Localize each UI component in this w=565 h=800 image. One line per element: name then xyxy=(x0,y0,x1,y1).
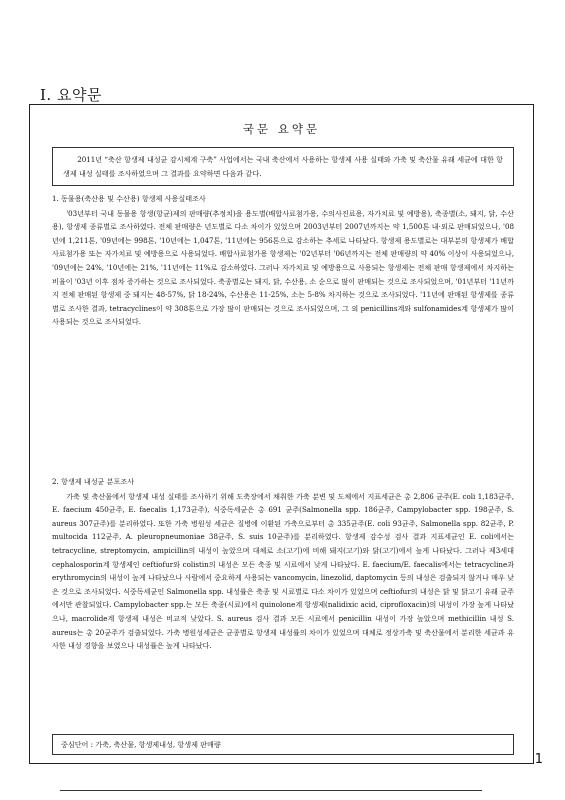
section-paragraph: '03년부터 국내 동물용 항생(항균)제의 판매량(추정치)을 용도별(배합사료첨가용, 수의사진료용, 자가치료 및 예방용), 축종별(소, 돼지, 닭, 수산용), 항생제 종류별로 조사하였다. 전체 판매량은 년도별로 다소 차이가 있었으며 2003년부터 2007년까지는 약 1,500톤 내·외로 판매되었으나, '08년에 1,211톤, '09년에는 998톤, '10년에는 1,047톤, '11년에는 956톤으로 감소하는 추세로 나타났다. 항생제 용도별로는 대부분의 항생제가 배합사료첨가용 또는 자가치료 및 예방용으로 사용되었다. 배합사료첨가용 항생제는 '02년부터 '06년까지는 전체 판매량의 약 40% 이상이 사용되었으나, '09년에는 24%, '10년에는 21%, '11년에는 11%로 감소하였다. 그러나 자가치료 및 예방용으로 사용되는 항생제는 전체 판매 항생제에서 차지하는 비율이 '03년 이후 점차 증가하는 것으로 조사되었다. 축종별로는 돼지, 닭, 수산용, 소 순으로 많이 판매되는 것으로 조사되었으며, '01년부터 '11년까지 전체 판매된 항생제 중 돼지는 48-57%, 닭 18-24%, 수산용은 11-25%, 소는 5-8% 차지하는 것으로 조사되었다. '11년에 판매된 항생제를 종류별로 조사한 결과, tetracyclines이 약 308톤으로 가장 많이 판매되는 것으로 조사되었으며, 그 외 penicillins계와 sulfonamides계 항생제가 많이 사용되는 것으로 조사되었다. xyxy=(52,208,514,327)
section-heading: 2. 항생제 내성균 분포조사 xyxy=(52,477,135,486)
footer-divider xyxy=(60,790,482,791)
section-sales-survey xyxy=(52,192,514,329)
keywords-box: 중심단어 : 가축, 축산물, 항생제내성, 항생제 판매량 xyxy=(52,734,514,755)
intro-paragraph xyxy=(52,147,514,186)
section-paragraph: 가축 및 축산물에서 항생제 내성 실태를 조사하기 위해 도축장에서 채취한 가축 분변 및 도체에서 지표세균은 총 2,806 균주(E. coli 1,183균주, E. faecium 450균주, E. faecalis 1,173균주), 식중독세균은 총 691 균주(Salmonella spp. 186균주, Campylobacter spp. 198균주, S. aureus 307균주)를 분리하였다. 또한 가축 병원성 세균은 질병에 이환된 가축으로부터 총 335균주(E. coli 93균주, Salmonella spp. 82균주, P. multocida 112균주, A. pleuropneumoniae 38균주, S. suis 10균주)를 분리하였다. 항생제 감수성 검사 결과 지표세균인 E. coli에서는 tetracycline, streptomycin, ampicillin의 내성이 높았으며 대체로 소(고기)에 비해 돼지(고기)와 닭(고기)에서 높게 나타났다. 그러나 제3세대 cephalosporin계 항생제인 ceftiofur와 colistin의 내성은 모든 축종 및 시료에서 낮게 나타났다. E. faecium/E. faecalis에서는 tetracycline과 erythromycin의 내성이 높게 나타났으나 사람에서 중요하게 사용되는 vancomycin, linezolid, daptomycin 등의 내성은 검출되지 않거나 매우 낮은 것으로 조사되었다. 식중독세균인 Salmonella spp. 내성률은 축종 및 시료별로 다소 차이가 있었으며 ceftiofur의 내성은 닭 및 닭고기 유래 균주에서만 관찰되었다. Campylobacter spp.는 모든 축종(시료)에서 quinolone계 항생제(nalidixic acid, ciprofloxacin)의 내성이 가장 높게 나타났으나, macrolide계 항생제 내성은 비교적 낮았다. S. aureus 검사 결과 모든 시료에서 penicillin 내성이 가장 높았으며 methicillin 내성 S. aureus는 총 20균주가 검출되었다. 가축 병원성세균은 균종별로 항생제 내성률의 차이가 있었으며 대체로 정상가축 및 축산물에서 분리한 세균과 유사한 내성 경향을 보였으나 내성률은 높게 나타났다. xyxy=(52,491,514,651)
summary-title: 국문 요약문 xyxy=(242,122,321,136)
intro-text: 2011년 “축산 항생제 내성균 감시체계 구축” 사업에서는 국내 축산에서 사용하는 항생제 사용 실태와 가축 및 축산물 유래 세균에 대한 항생제 내성 실태를 조사하였으며 그 결과를 요약하면 다음과 같다. xyxy=(63,155,503,178)
page-number: 1 xyxy=(534,752,543,767)
section-resistance-survey xyxy=(52,475,514,653)
summary-box xyxy=(29,104,534,764)
section-heading: 1. 동물용(축산용 및 수산용) 항생제 사용실태조사 xyxy=(52,194,206,203)
chapter-heading: Ⅰ. 요약문 xyxy=(40,86,102,104)
